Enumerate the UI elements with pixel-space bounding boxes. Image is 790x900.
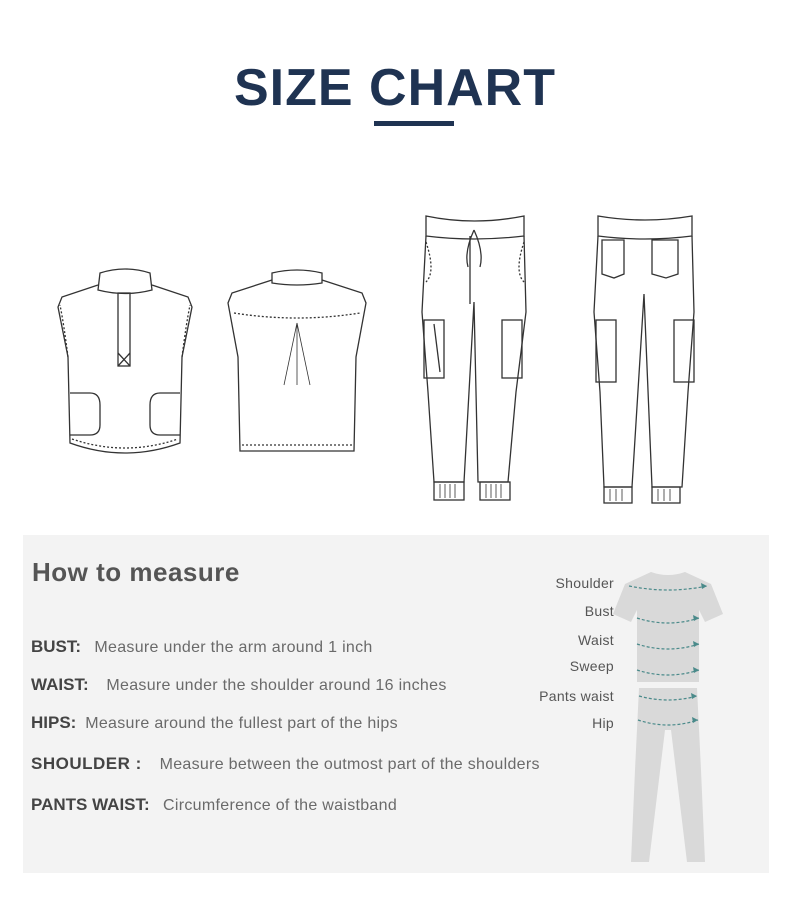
measure-description: Circumference of the waistband xyxy=(163,797,398,814)
title-underline xyxy=(374,121,454,126)
top-back-illustration xyxy=(222,265,372,465)
how-to-measure-panel xyxy=(23,535,769,873)
measure-row-waist xyxy=(31,675,447,695)
body-label-shoulder: Shoulder xyxy=(555,575,614,591)
pants-front-illustration xyxy=(412,212,537,507)
page-title: SIZE CHART xyxy=(234,59,556,117)
body-figure xyxy=(613,570,723,875)
measure-description: Measure under the shoulder around 16 inches xyxy=(106,677,447,694)
top-front-illustration xyxy=(50,265,200,465)
measure-label: SHOULDER : xyxy=(31,754,142,773)
measure-description: Measure between the outmost part of the shoulders xyxy=(159,756,540,773)
measure-label: WAIST: xyxy=(31,675,89,694)
pants-back-illustration xyxy=(590,212,700,507)
body-label-pants-waist: Pants waist xyxy=(539,688,614,704)
body-label-hip: Hip xyxy=(592,715,614,731)
measure-row-pants-waist xyxy=(31,795,397,815)
measure-row-shoulder xyxy=(31,754,540,774)
measure-label: BUST: xyxy=(31,637,82,656)
body-label-waist: Waist xyxy=(578,632,614,648)
measure-row-bust xyxy=(31,637,373,657)
body-label-bust: Bust xyxy=(584,603,614,619)
measure-label: PANTS WAIST: xyxy=(31,795,150,814)
how-to-measure-title: How to measure xyxy=(32,557,240,587)
measure-description: Measure around the fullest part of the hips xyxy=(85,715,398,732)
measure-label: HIPS: xyxy=(31,713,77,732)
measure-description: Measure under the arm around 1 inch xyxy=(94,639,373,656)
body-label-sweep: Sweep xyxy=(569,658,614,674)
measure-row-hips xyxy=(31,713,398,733)
